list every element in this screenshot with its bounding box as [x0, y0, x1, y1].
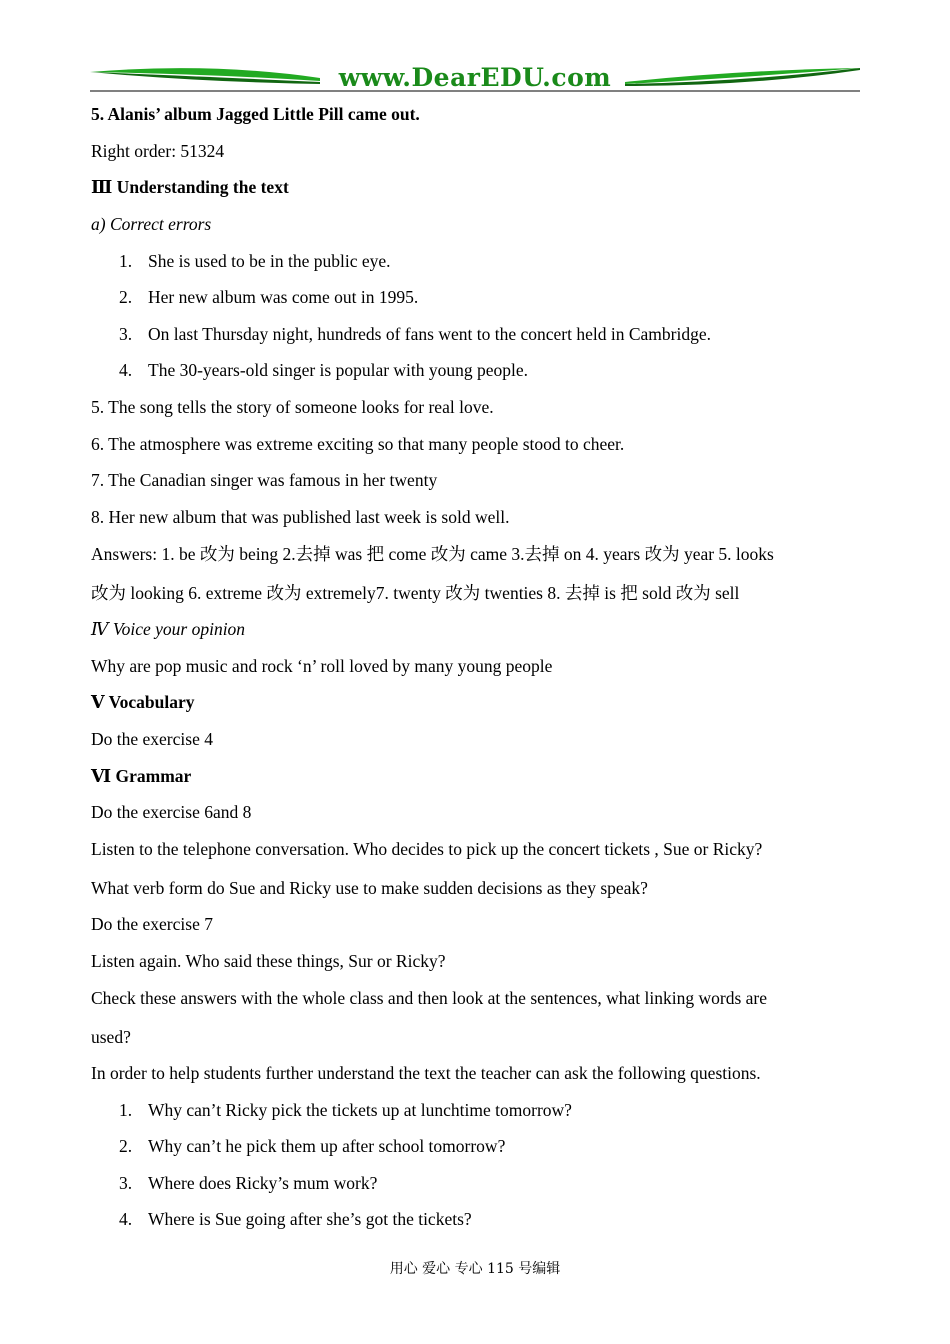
error-line-7: 7. The Canadian singer was famous in her twenty: [91, 470, 438, 490]
error-num: 2.: [119, 287, 133, 307]
question-num: 1.: [119, 1100, 133, 1120]
question-item: Where does Ricky’s mum work?: [148, 1173, 378, 1193]
vocabulary-exercise: Do the exercise 4: [91, 729, 213, 749]
error-line-8: 8. Her new album that was published last week is sold well.: [91, 507, 510, 527]
error-line-6: 6. The atmosphere was extreme exciting so that many people stood to cheer.: [91, 434, 625, 454]
error-item: Her new album was come out in 1995.: [148, 287, 419, 307]
question-num: 4.: [119, 1209, 133, 1229]
site-logo-text: www.DearEDU.com: [338, 63, 612, 92]
question-num: 2.: [119, 1136, 133, 1156]
question-num: 3.: [119, 1173, 133, 1193]
section-understanding: Ⅲ Understanding the text: [91, 177, 289, 197]
error-item: On last Thursday night, hundreds of fans went to the concert held in Cambridge.: [148, 324, 711, 344]
section-vocabulary: Ⅴ Vocabulary: [91, 692, 195, 712]
check-answers-line-1: Check these answers with the whole class and then look at the sentences, what linking words are: [91, 988, 767, 1008]
teacher-questions-intro: In order to help students further understand the text the teacher can ask the following questions.: [91, 1063, 761, 1083]
exercise-7: Do the exercise 7: [91, 914, 213, 934]
listening-instruction: Listen to the telephone conversation. Who decides to pick up the concert tickets , Sue or Ricky?: [91, 839, 763, 859]
error-num: 3.: [119, 324, 133, 344]
line-album: 5. Alanis’ album Jagged Little Pill came out.: [91, 104, 420, 124]
question-item: Why can’t Ricky pick the tickets up at lunchtime tomorrow?: [148, 1100, 572, 1120]
error-num: 4.: [119, 360, 133, 380]
listen-again: Listen again. Who said these things, Sur or Ricky?: [91, 951, 446, 971]
answers-line-2: 改为 looking 6. extreme 改为 extremely7. twenty 改为 twenties 8. 去掉 is 把 sold 改为 sell: [91, 583, 740, 603]
opinion-question: Why are pop music and rock ‘n’ roll loved by many young people: [91, 656, 553, 676]
grammar-exercise: Do the exercise 6and 8: [91, 802, 252, 822]
question-item: Why can’t he pick them up after school tomorrow?: [148, 1136, 506, 1156]
error-item: The 30-years-old singer is popular with young people.: [148, 360, 529, 380]
error-num: 1.: [119, 251, 133, 271]
error-line-5: 5. The song tells the story of someone looks for real love.: [91, 397, 494, 417]
line-right-order: Right order: 51324: [91, 141, 225, 161]
question-item: Where is Sue going after she’s got the tickets?: [148, 1209, 472, 1229]
answers-line-1: Answers: 1. be 改为 being 2.去掉 was 把 come 改为 came 3.去掉 on 4. years 改为 year 5. looks: [91, 544, 774, 564]
section-voice-opinion: Ⅳ Voice your opinion: [91, 619, 246, 639]
page-footer: 用心 爱心 专心 115 号编辑: [389, 1261, 561, 1277]
verb-form-question: What verb form do Sue and Ricky use to make sudden decisions as they speak?: [91, 878, 648, 898]
error-item: She is used to be in the public eye.: [148, 251, 391, 271]
page-header: [90, 62, 860, 94]
section-grammar: Ⅵ Grammar: [91, 766, 192, 786]
subsection-correct-errors: a) Correct errors: [91, 214, 212, 234]
check-answers-line-2: used?: [91, 1027, 131, 1047]
